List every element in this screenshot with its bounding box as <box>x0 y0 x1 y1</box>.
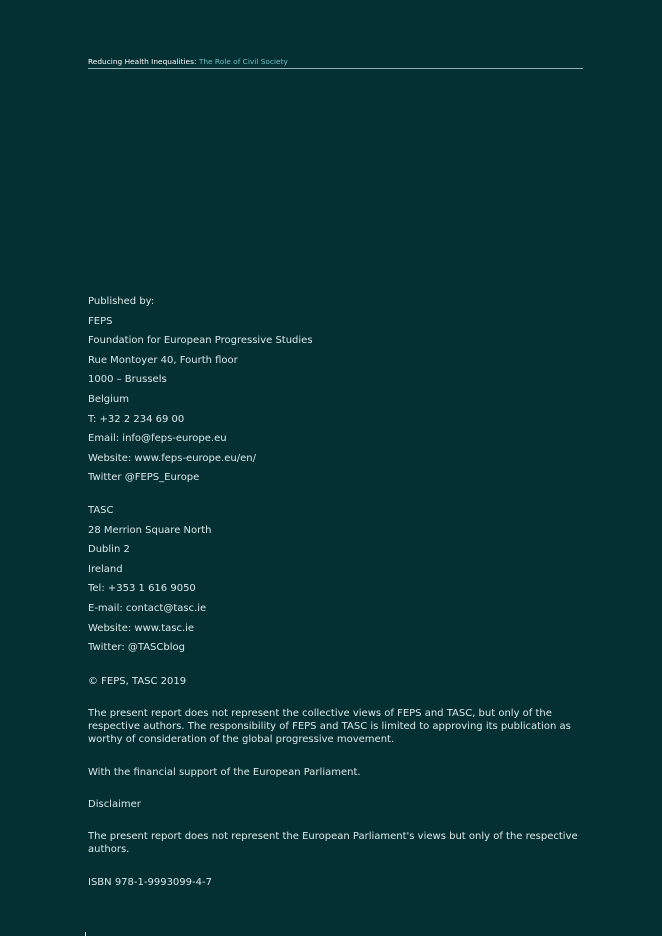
feps-name: FEPS <box>88 315 113 327</box>
disclaimer-paragraph: The present report does not represent the European Parliament's views but only of the respective authors. <box>88 831 578 855</box>
financial-support-line: With the financial support of the European Parliament. <box>88 767 361 778</box>
page-edge-mark <box>85 932 86 936</box>
tasc-name: TASC <box>88 505 114 516</box>
feps-full-name: Foundation for European Progressive Studies <box>88 335 313 347</box>
copyright-line: © FEPS, TASC 2019 <box>88 676 187 687</box>
feps-city: 1000 – Brussels <box>88 374 167 386</box>
tasc-street: 28 Merrion Square North <box>88 524 212 536</box>
header-subtitle: The Role of Civil Society <box>198 57 288 66</box>
published-by-label: Published by: <box>88 296 155 307</box>
running-header <box>88 57 583 69</box>
tasc-email: E-mail: contact@tasc.ie <box>88 602 207 614</box>
feps-publisher-block <box>88 292 313 488</box>
tasc-twitter: Twitter: @TASCblog <box>88 642 185 654</box>
tasc-website: Website: www.tasc.ie <box>88 622 195 634</box>
isbn-line: ISBN 978-1-9993099-4-7 <box>88 877 212 888</box>
feps-phone: T: +32 2 234 69 00 <box>88 413 185 425</box>
feps-street: Rue Montoyer 40, Fourth floor <box>88 354 238 366</box>
tasc-city: Dublin 2 <box>88 544 130 556</box>
header-title: Reducing Health Inequalities: <box>88 57 197 66</box>
feps-twitter: Twitter @FEPS_Europe <box>88 472 200 484</box>
feps-email: Email: info@feps-europe.eu <box>88 433 227 445</box>
feps-country: Belgium <box>88 393 129 405</box>
tasc-publisher-block <box>88 501 212 658</box>
statement-paragraph: The present report does not represent the collective views of FEPS and TASC, but only of the respective authors. The responsibility of FEPS and TASC is limited to approving its publication as worthy of consideration of the global progressive movement. <box>88 708 571 745</box>
tasc-phone: Tel: +353 1 616 9050 <box>88 583 196 595</box>
tasc-country: Ireland <box>88 563 123 575</box>
disclaimer-heading: Disclaimer <box>88 799 141 810</box>
feps-website: Website: www.feps-europe.eu/en/ <box>88 452 256 464</box>
